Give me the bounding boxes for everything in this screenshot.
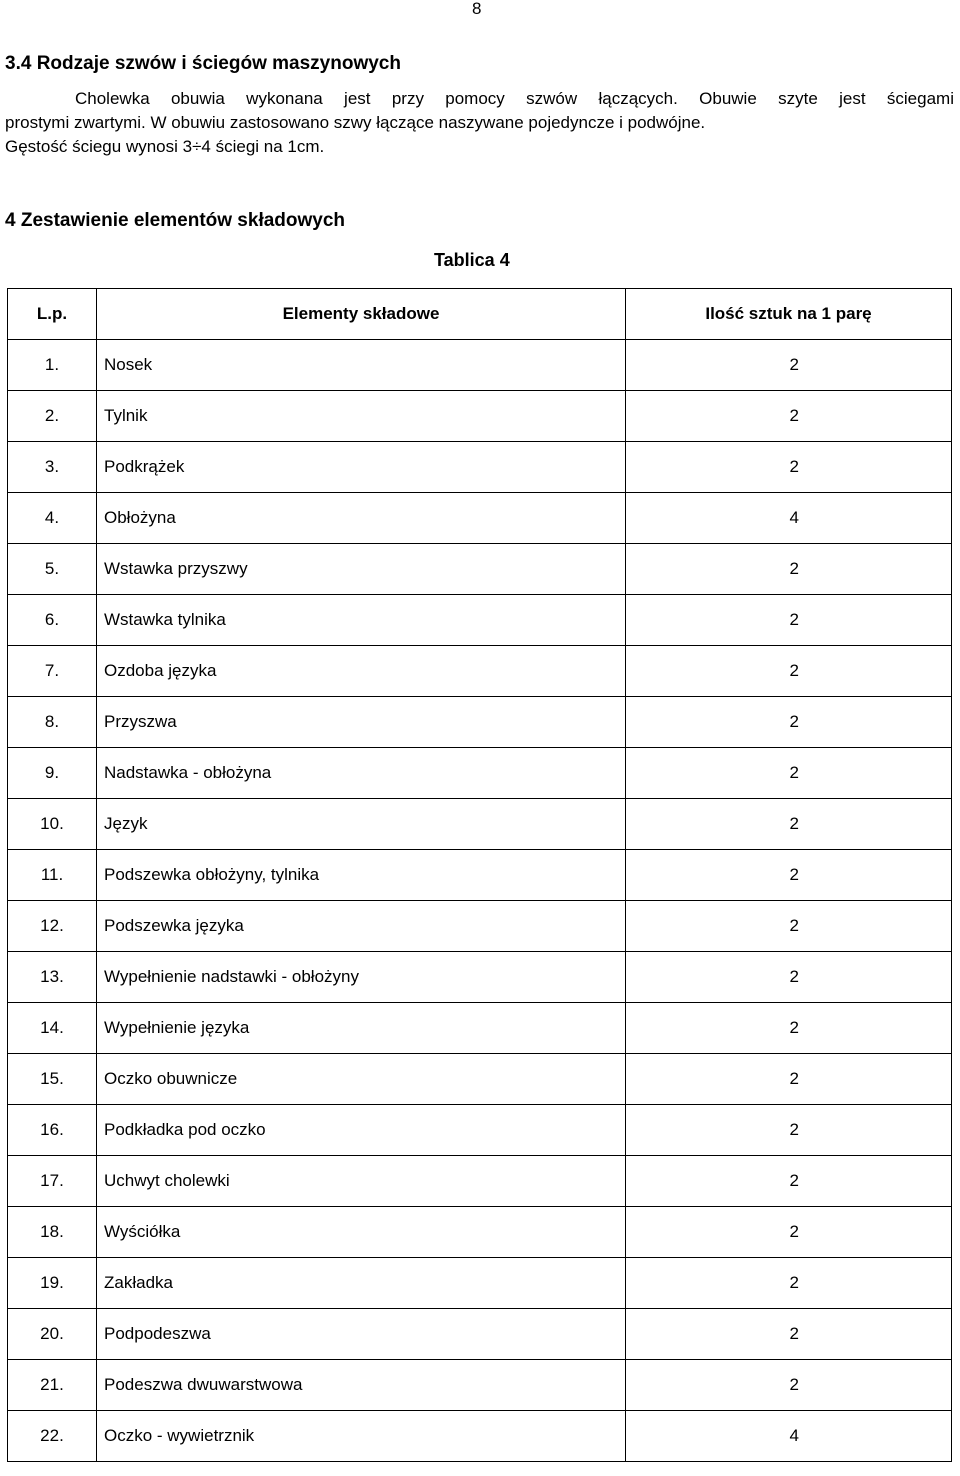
table-row <box>8 1411 952 1462</box>
row-number: 3. <box>8 442 97 493</box>
row-number: 9. <box>8 748 97 799</box>
row-number: 1. <box>8 340 97 391</box>
element-name: Wstawka przyszwy <box>97 544 626 595</box>
paragraph-line: Cholewka obuwia wykonana jest przy pomocy szwów łączących. Obuwie szyte jest ściegami <box>75 89 954 108</box>
element-quantity: 2 <box>626 697 952 748</box>
table-row <box>8 850 952 901</box>
row-number: 17. <box>8 1156 97 1207</box>
row-number: 14. <box>8 1003 97 1054</box>
table-row <box>8 1258 952 1309</box>
element-quantity: 2 <box>626 340 952 391</box>
element-name: Zakładka <box>97 1258 626 1309</box>
row-number: 19. <box>8 1258 97 1309</box>
element-quantity: 2 <box>626 1309 952 1360</box>
row-number: 13. <box>8 952 97 1003</box>
table-row <box>8 799 952 850</box>
row-number: 2. <box>8 391 97 442</box>
section-title: 3.4 Rodzaje szwów i ściegów maszynowych <box>5 53 401 74</box>
table-caption: Tablica 4 <box>434 250 510 270</box>
element-name: Podszewka języka <box>97 901 626 952</box>
table-header-row <box>8 289 952 340</box>
table-row <box>8 391 952 442</box>
table-row <box>8 697 952 748</box>
element-name: Podkładka pod oczko <box>97 1105 626 1156</box>
element-name: Oczko obuwnicze <box>97 1054 626 1105</box>
row-number: 22. <box>8 1411 97 1462</box>
element-quantity: 2 <box>626 799 952 850</box>
table-row <box>8 1156 952 1207</box>
element-quantity: 2 <box>626 850 952 901</box>
section-paragraph <box>5 87 954 159</box>
table-row <box>8 493 952 544</box>
element-name: Podpodeszwa <box>97 1309 626 1360</box>
elements-table <box>7 288 952 1462</box>
row-number: 12. <box>8 901 97 952</box>
element-name: Wyściółka <box>97 1207 626 1258</box>
element-quantity: 2 <box>626 595 952 646</box>
row-number: 7. <box>8 646 97 697</box>
table-row <box>8 1003 952 1054</box>
section-title-elements: 4 Zestawienie elementów składowych <box>5 210 346 231</box>
table-row <box>8 340 952 391</box>
element-quantity: 2 <box>626 544 952 595</box>
element-name: Obłożyna <box>97 493 626 544</box>
element-name: Wypełnienie języka <box>97 1003 626 1054</box>
element-quantity: 2 <box>626 748 952 799</box>
element-quantity: 4 <box>626 493 952 544</box>
column-header-name: Elementy składowe <box>97 289 626 340</box>
row-number: 16. <box>8 1105 97 1156</box>
element-quantity: 2 <box>626 1156 952 1207</box>
element-name: Oczko - wywietrznik <box>97 1411 626 1462</box>
element-quantity: 2 <box>626 1258 952 1309</box>
element-quantity: 2 <box>626 1105 952 1156</box>
table-row <box>8 748 952 799</box>
row-number: 6. <box>8 595 97 646</box>
table-row <box>8 544 952 595</box>
element-quantity: 4 <box>626 1411 952 1462</box>
element-name: Nosek <box>97 340 626 391</box>
element-name: Wypełnienie nadstawki - obłożyny <box>97 952 626 1003</box>
row-number: 15. <box>8 1054 97 1105</box>
paragraph-line: prostymi zwartymi. W obuwiu zastosowano szwy łączące naszywane pojedyncze i podwójne. <box>5 113 706 132</box>
row-number: 10. <box>8 799 97 850</box>
element-quantity: 2 <box>626 1003 952 1054</box>
element-quantity: 2 <box>626 646 952 697</box>
column-header-qty: Ilość sztuk na 1 parę <box>626 289 952 340</box>
table-row <box>8 1309 952 1360</box>
element-name: Nadstawka - obłożyna <box>97 748 626 799</box>
row-number: 18. <box>8 1207 97 1258</box>
row-number: 5. <box>8 544 97 595</box>
table-row <box>8 595 952 646</box>
row-number: 4. <box>8 493 97 544</box>
row-number: 11. <box>8 850 97 901</box>
paragraph-line: Gęstość ściegu wynosi 3÷4 ściegi na 1cm. <box>5 137 325 156</box>
element-name: Podeszwa dwuwarstwowa <box>97 1360 626 1411</box>
row-number: 21. <box>8 1360 97 1411</box>
table-row <box>8 646 952 697</box>
table-row <box>8 1360 952 1411</box>
element-name: Przyszwa <box>97 697 626 748</box>
row-number: 20. <box>8 1309 97 1360</box>
element-name: Podkrążek <box>97 442 626 493</box>
element-name: Uchwyt cholewki <box>97 1156 626 1207</box>
table-row <box>8 1105 952 1156</box>
element-name: Podszewka obłożyny, tylnika <box>97 850 626 901</box>
element-quantity: 2 <box>626 1360 952 1411</box>
page-number: 8 <box>472 0 482 18</box>
element-name: Ozdoba języka <box>97 646 626 697</box>
element-quantity: 2 <box>626 952 952 1003</box>
row-number: 8. <box>8 697 97 748</box>
element-quantity: 2 <box>626 391 952 442</box>
table-row <box>8 901 952 952</box>
table-row <box>8 442 952 493</box>
element-name: Język <box>97 799 626 850</box>
element-quantity: 2 <box>626 1207 952 1258</box>
element-quantity: 2 <box>626 901 952 952</box>
column-header-lp: L.p. <box>8 289 97 340</box>
element-quantity: 2 <box>626 442 952 493</box>
table-body <box>8 340 952 1462</box>
element-name: Wstawka tylnika <box>97 595 626 646</box>
element-quantity: 2 <box>626 1054 952 1105</box>
element-name: Tylnik <box>97 391 626 442</box>
table-row <box>8 1054 952 1105</box>
table-row <box>8 952 952 1003</box>
table-row <box>8 1207 952 1258</box>
